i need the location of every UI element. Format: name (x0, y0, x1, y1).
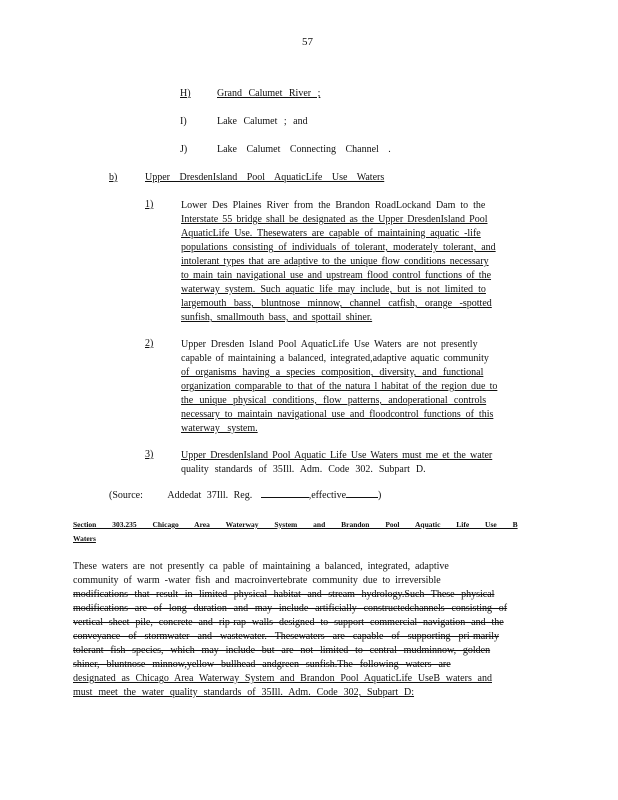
source-note (109, 490, 381, 501)
text-line: must meet the water quality standards of 35Ill. Adm. Code 302, Subpart D: (73, 687, 415, 698)
text-line: Upper Dresden Island Pool AquaticLife Use Waters are not presently (181, 339, 478, 350)
source-suffix: ) (378, 490, 382, 501)
section-heading-continued: Waters (73, 534, 96, 543)
list-item-label: Lake Calumet ; and (217, 116, 308, 127)
struck-line: tolerant fish species, which may include but are not limited to central mudminnow, golden (73, 645, 491, 656)
text-line: sunfish, smallmouth bass, and spottail shiner. (181, 312, 373, 323)
text-line: quality standards of 35Ill. Adm. Code 302. Subpart D. (181, 464, 426, 475)
item-paragraph (181, 338, 497, 436)
text-line: organization comparable to that of the natura l habitat of the region due to (181, 381, 498, 392)
source-text: Addedat 37Ill. Reg. (167, 490, 253, 501)
blank-line (261, 497, 309, 498)
text-line: capable of maintaining a balanced, integrated,adaptive aquatic community (181, 353, 489, 364)
source-prefix: (Source: (109, 490, 143, 501)
text-line: the unique physical conditions, flow patterns, andoperational controls (181, 395, 487, 406)
subsection-heading: Upper DresdenIsland Pool AquaticLife Use Waters (145, 172, 385, 183)
text-line: to main tain navigational use and upstream flood control functions of the (181, 270, 492, 281)
list-marker: J) (180, 144, 188, 155)
item-marker: 3) (145, 449, 154, 460)
item-paragraph (181, 199, 496, 325)
text-line: These waters are not presently ca pable of maintaining a balanced, integrated, adaptive (73, 561, 449, 572)
page-number: 57 (302, 36, 313, 48)
struck-line: conveyance of stormwater and wastewater. Thesewaters are capable of supporting pri-marily (73, 631, 500, 642)
text-line: Upper DresdenIsland Pool Aquatic Life Use Waters must me et the water (181, 450, 493, 461)
text-line: intolerant types that are adaptive to the unique flow conditions necessary (181, 256, 489, 267)
subsection-marker: b) (109, 172, 118, 183)
text-line: Lower Des Plaines River from the Brandon RoadLockand Dam to the (181, 200, 486, 211)
text-line: of organisms having a species composition, diversity, and functional (181, 367, 484, 378)
text-line: designated as Chicago Area Waterway System and Brandon Pool AquaticLife UseB waters and (73, 673, 492, 684)
text-line: waterway system. Such aquatic life may include, but is not limited to (181, 284, 486, 295)
struck-line: shiner, bluntnose minnow,yellow bullhead andgreen sunfish.The following waters are (73, 659, 451, 670)
text-line: necessary to maintain navigational use and floodcontrol functions of this (181, 409, 494, 420)
item-marker: 2) (145, 338, 154, 349)
item-marker: 1) (145, 199, 154, 210)
struck-line: modifications that result in limited physical habitat and stream hydrology.Such These physical (73, 589, 495, 600)
text-line: waterway system. (181, 423, 258, 434)
item-paragraph (181, 449, 492, 477)
blank-line (346, 497, 378, 498)
text-line: AquaticLife Use. Thesewaters are capable of maintaining aquatic -life (181, 228, 481, 239)
text-line: community of warm -water fish and macroinvertebrate community due to irreversible (73, 575, 441, 586)
list-item-text (217, 88, 320, 99)
text-line: largemouth bass, bluntnose minnow, channel catfish, orange -spotted (181, 298, 492, 309)
section-heading: Section 303.235 Chicago Area Waterway System and Brandon Pool Aquatic Life Use B (73, 520, 518, 529)
list-item-label: Grand Calumet River ; (217, 88, 321, 99)
section-body (73, 560, 507, 700)
text-line: Interstate 55 bridge shall be designated as the Upper DresdenIsland Pool (181, 214, 488, 225)
list-item-h (180, 88, 191, 99)
struck-line: modifications are of long duration and may include artificially constructedchannels consisting of (73, 603, 508, 614)
text-line: populations consisting of individuals of tolerant, moderately tolerant, and (181, 242, 496, 253)
list-marker: I) (180, 116, 187, 127)
struck-line: vertical sheet pile, concrete and rip-rap walls designed to support commercial navigation and the (73, 617, 504, 628)
list-marker: H) (180, 88, 191, 99)
list-item-label: Lake Calumet Connecting Channel . (217, 144, 391, 155)
source-effective: ,effective (308, 490, 347, 501)
